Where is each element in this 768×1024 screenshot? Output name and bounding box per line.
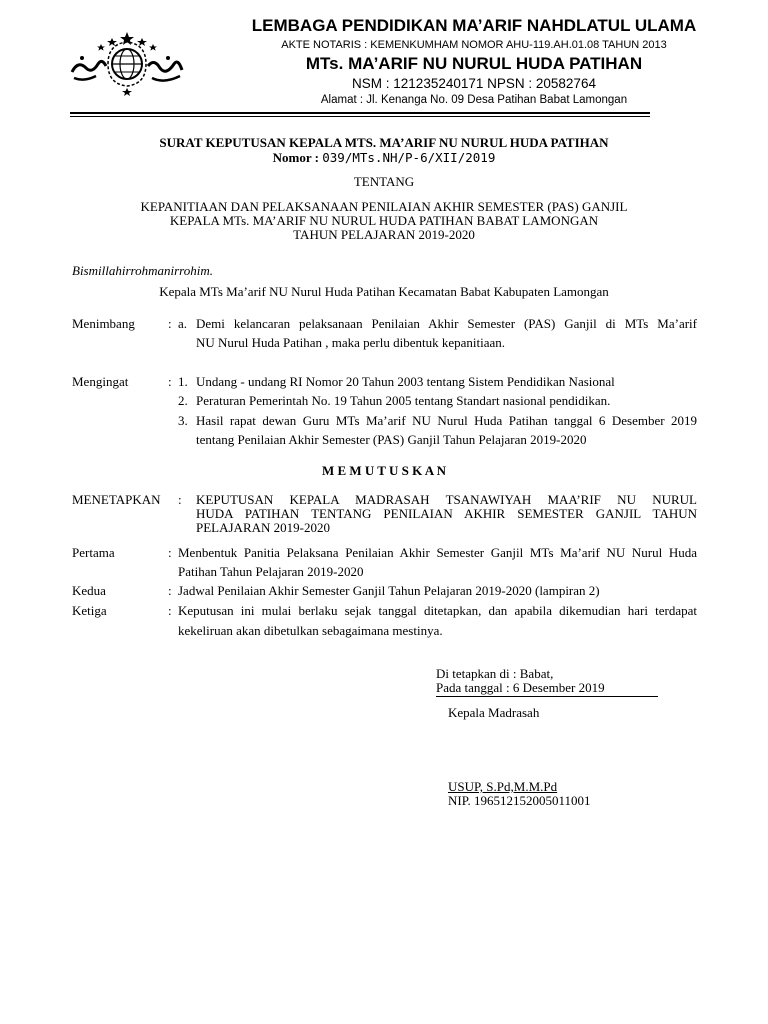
- kedua-line-1: Jadwal Penilaian Akhir Semester Ganjil Tahun Pelajaran 2019-2020 (lampiran 2): [178, 583, 600, 598]
- basmalah: Bismillahirrohmanirrohim.: [72, 263, 213, 278]
- school-ids: NSM : 121235240171 NPSN : 20582764: [352, 76, 596, 91]
- letterhead-divider: [70, 112, 650, 114]
- opening-intro: Kepala MTs Ma’arif NU Nurul Huda Patihan Kecamatan Babat Kabupaten Lamongan: [159, 284, 609, 299]
- decree-heading: SURAT KEPUTUSAN KEPALA MTS. MA’ARIF NU NURUL HUDA PATIHAN: [159, 135, 609, 150]
- ketiga-line-1: Keputusan ini mulai berlaku sejak tanggal ditetapkan, dan apabila dikemudian hari terdapat: [178, 603, 697, 618]
- subject-line-2: KEPALA MTs. MA’ARIF NU NURUL HUDA PATIHAN BABAT LAMONGAN: [169, 213, 599, 228]
- mengingat-item-3-cont: tentang Penilaian Akhir Semester (PAS) Ganjil Tahun Pelajaran 2019-2020: [196, 432, 587, 447]
- signature-date: Pada tanggal : 6 Desember 2019: [436, 680, 658, 697]
- mengingat-item-1: Undang - undang RI Nomor 20 Tahun 2003 tentang Sistem Pendidikan Nasional: [196, 374, 615, 389]
- menimbang-label: Menimbang: [72, 316, 135, 331]
- menetapkan-colon: :: [178, 492, 182, 507]
- signature-nip: NIP. 196512152005011001: [448, 793, 591, 808]
- subject-line-3: TAHUN PELAJARAN 2019-2020: [293, 227, 475, 242]
- pertama-label: Pertama: [72, 545, 115, 560]
- decree-number-label: Nomor :: [272, 150, 319, 165]
- mengingat-label: Mengingat: [72, 374, 129, 389]
- letterhead-divider-thin: [70, 116, 650, 117]
- decree-about: TENTANG: [353, 174, 415, 189]
- menimbang-line-1: Demi kelancaran pelaksanaan Penilaian Akhir Semester (PAS) Ganjil di MTs Ma’arif: [196, 316, 697, 331]
- signature-name: USUP, S.Pd,M.M.Pd: [448, 779, 558, 794]
- menimbang-colon: :: [168, 316, 172, 331]
- institution-name: LEMBAGA PENDIDIKAN MA’ARIF NAHDLATUL ULAMA: [251, 16, 697, 35]
- menetapkan-label: MENETAPKAN: [72, 492, 161, 507]
- pertama-line-1: Menbentuk Panitia Pelaksana Penilaian Akhir Semester Ganjil MTs Ma’arif NU Nurul Huda: [178, 545, 697, 560]
- notary-deed: AKTE NOTARIS : KEMENKUMHAM NOMOR AHU-119.AH.01.08 TAHUN 2013: [281, 39, 667, 51]
- memutuskan-heading: M E M U T U S K A N: [321, 463, 447, 478]
- school-name: MTs. MA’ARIF NU NURUL HUDA PATIHAN: [305, 54, 643, 73]
- school-address: Alamat : Jl. Kenanga No. 09 Desa Patihan Babat Lamongan: [320, 94, 628, 106]
- mengingat-colon: :: [168, 374, 172, 389]
- mengingat-item-3: Hasil rapat dewan Guru MTs Ma’arif NU Nurul Huda Patihan tanggal 6 Desember 2019: [196, 413, 697, 428]
- menetapkan-line-1: KEPUTUSAN KEPALA MADRASAH TSANAWIYAH MAA’RIF NU NURUL: [196, 492, 697, 507]
- ketiga-colon: :: [168, 603, 172, 618]
- kedua-colon: :: [168, 583, 172, 598]
- ketiga-line-2: kekeliruan akan dibetulkan sebagaimana mestinya.: [178, 623, 443, 638]
- menetapkan-line-3: PELAJARAN 2019-2020: [196, 520, 330, 535]
- mengingat-marker-2: 2.: [178, 393, 188, 408]
- mengingat-marker-1: 1.: [178, 374, 188, 389]
- menimbang-line-2: NU Nurul Huda Patihan , maka perlu dibentuk kepanitiaan.: [196, 335, 506, 350]
- decree-number-value: 039/MTs.NH/P-6/XII/2019: [322, 150, 496, 165]
- decree-number: [0, 150, 768, 166]
- signature-role: Kepala Madrasah: [448, 705, 540, 720]
- mengingat-marker-3: 3.: [178, 413, 188, 428]
- menetapkan-line-2: HUDA PATIHAN TENTANG PENILAIAN AKHIR SEMESTER GANJIL TAHUN: [196, 506, 697, 521]
- pertama-line-2: Patihan Tahun Pelajaran 2019-2020: [178, 564, 364, 579]
- mengingat-item-2: Peraturan Pemerintah No. 19 Tahun 2005 tentang Standart nasional pendidikan.: [196, 393, 611, 408]
- pertama-colon: :: [168, 545, 172, 560]
- ketiga-label: Ketiga: [72, 603, 107, 618]
- subject-line-1: KEPANITIAAN DAN PELAKSANAAN PENILAIAN AKHIR SEMESTER (PAS) GANJIL: [140, 199, 628, 214]
- menimbang-marker: a.: [178, 316, 188, 331]
- kedua-label: Kedua: [72, 583, 106, 598]
- signature-place: Di tetapkan di : Babat,: [436, 666, 554, 681]
